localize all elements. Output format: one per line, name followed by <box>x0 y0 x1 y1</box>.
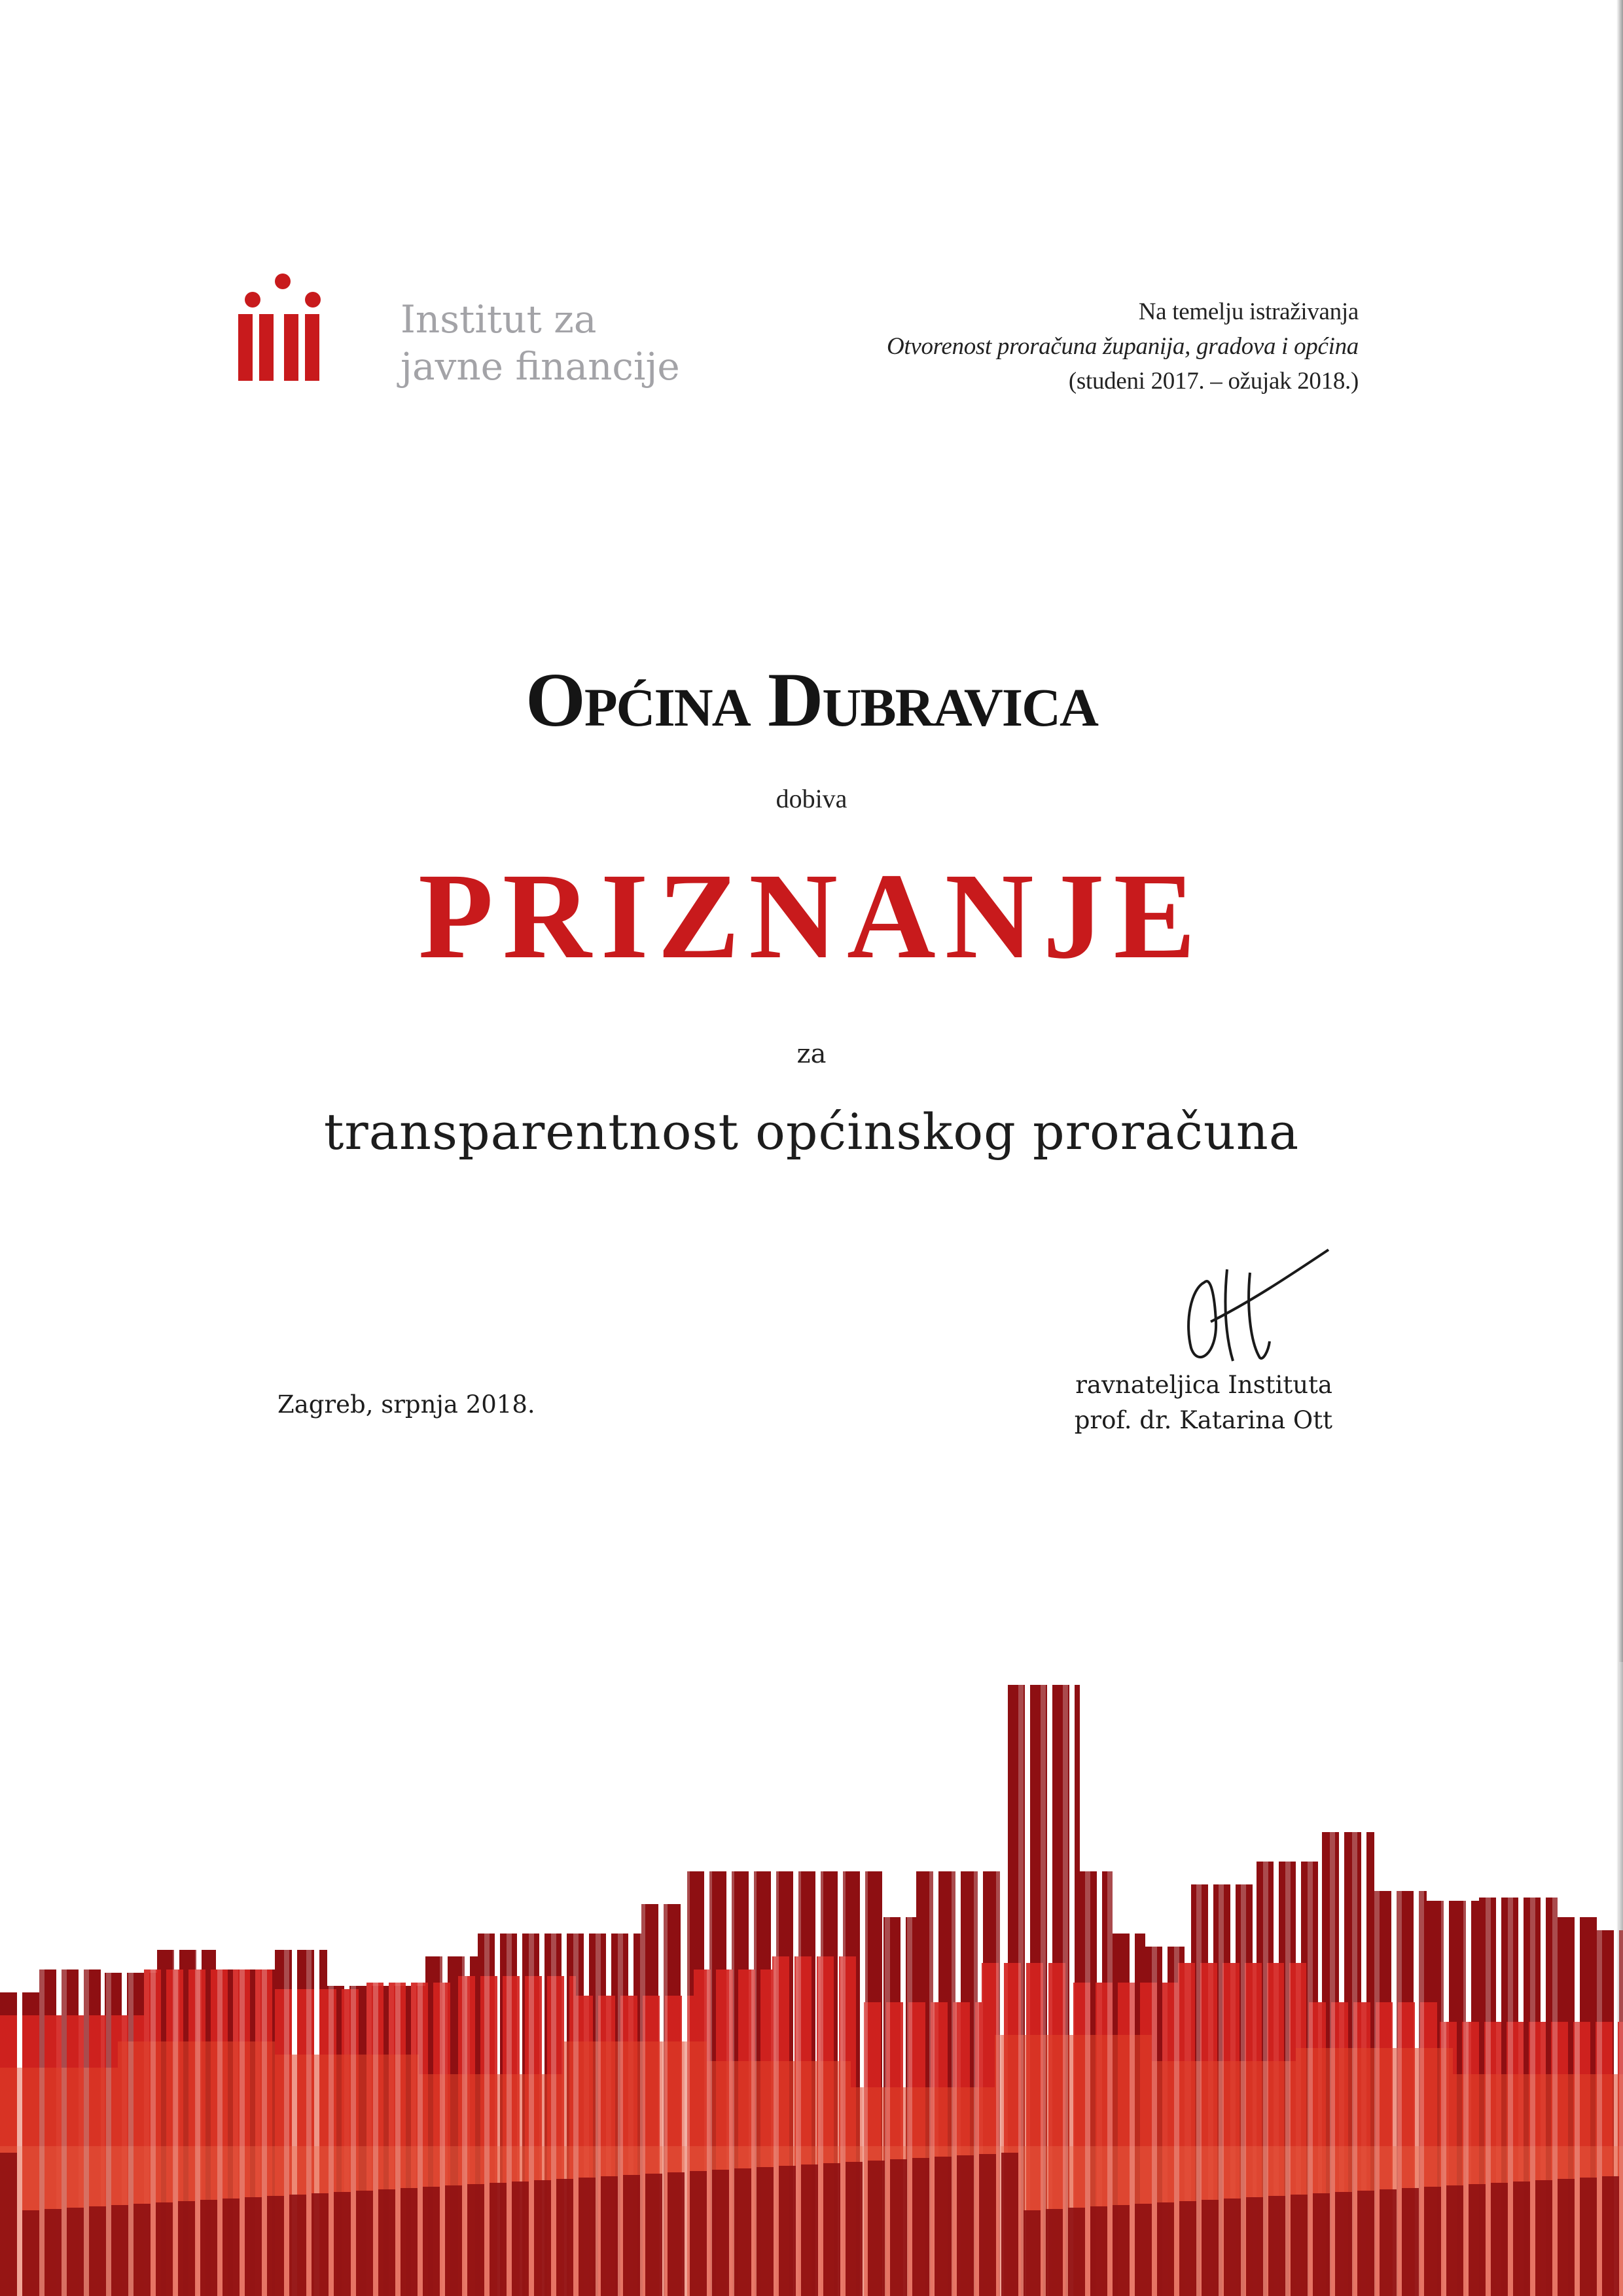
skyline-bar <box>1463 1662 1469 2296</box>
skyline-bar <box>1552 1662 1558 2296</box>
skyline-bar <box>1024 2210 1041 2296</box>
skyline-bar <box>351 1662 356 2296</box>
signer-name: prof. dr. Katarina Ott <box>1074 1406 1332 1434</box>
skyline-bar <box>1085 1662 1090 2296</box>
skyline-bar <box>106 1662 111 2296</box>
skyline-bar <box>779 2166 796 2296</box>
skyline-bar <box>668 2172 685 2296</box>
research-period: (studeni 2017. – ožujak 2018.) <box>1068 368 1359 395</box>
skyline-bar <box>445 2185 462 2296</box>
skyline-bar <box>111 2205 128 2296</box>
skyline-bar <box>1001 2153 1018 2296</box>
skyline-bar <box>84 1662 89 2296</box>
skyline-bar <box>1107 1662 1113 2296</box>
skyline-bar <box>935 2157 952 2296</box>
skyline-bar <box>885 1662 890 2296</box>
skyline-bar <box>1580 2178 1597 2296</box>
skyline-bar <box>1224 2199 1241 2296</box>
skyline-bar <box>712 2170 729 2296</box>
skyline-bar <box>378 2189 395 2296</box>
skyline-bar <box>1090 2206 1107 2296</box>
skyline-bar <box>957 2155 974 2296</box>
skyline-bar <box>1063 1662 1068 2296</box>
skyline-bar <box>846 2162 863 2296</box>
skyline-bar <box>757 2167 774 2296</box>
skyline-bar <box>356 2191 373 2296</box>
skyline-bar <box>1530 1662 1535 2296</box>
skyline-bar <box>1419 1662 1424 2296</box>
skyline-bar <box>1041 1662 1046 2296</box>
skyline-bar <box>22 2210 39 2296</box>
skyline-bar <box>306 1662 312 2296</box>
skyline-bar <box>200 2200 217 2296</box>
institute-name-line2: javne financije <box>401 344 680 389</box>
skyline-artwork <box>0 1662 1623 2296</box>
skyline-bar <box>1246 2197 1263 2296</box>
award-title: PRIZNANJE <box>418 847 1205 984</box>
receives-text: dobiva <box>776 784 847 813</box>
skyline-bar <box>623 2175 640 2296</box>
skyline-bar <box>217 1662 223 2296</box>
skyline-bar <box>1619 1662 1623 2296</box>
skyline-bar <box>796 1662 801 2296</box>
skyline-bar <box>401 2188 418 2296</box>
skyline-bar <box>1441 1662 1446 2296</box>
skyline-bar <box>507 1662 512 2296</box>
skyline-bar <box>373 1662 378 2296</box>
skyline-bar <box>0 2153 17 2296</box>
research-reference <box>887 294 1359 398</box>
skyline-bar <box>1308 1662 1313 2296</box>
skyline-bar <box>1397 1662 1402 2296</box>
skyline-bar <box>329 1662 334 2296</box>
skyline-bar <box>1486 1662 1491 2296</box>
skyline-bar <box>1018 1662 1024 2296</box>
skyline-bar <box>662 1662 668 2296</box>
skyline-bar <box>1374 1662 1380 2296</box>
skyline-bar <box>801 2164 818 2296</box>
skyline-bar <box>1268 2196 1285 2296</box>
skyline-bar <box>423 2187 440 2296</box>
skyline-bar <box>262 1662 267 2296</box>
skyline-bar <box>907 1662 912 2296</box>
skyline-bar <box>245 2197 262 2296</box>
skyline-bar <box>89 2206 106 2296</box>
skyline-bar <box>1113 2205 1130 2296</box>
skyline-bar <box>596 1662 601 2296</box>
skyline-bar <box>685 1662 690 2296</box>
skyline-bar <box>223 2199 240 2296</box>
skyline-bar <box>974 1662 979 2296</box>
skyline-bar <box>1046 2209 1063 2296</box>
skyline-bar <box>395 1662 401 2296</box>
skyline-bar <box>734 2168 751 2296</box>
skyline-bar <box>289 2195 306 2296</box>
skyline-bar <box>1597 1662 1602 2296</box>
skyline-bar <box>173 1662 178 2296</box>
skyline-bar <box>1558 2179 1575 2296</box>
skyline-bar <box>1491 2183 1508 2296</box>
signer-block <box>1075 1368 1332 1438</box>
skyline-bar <box>1513 2181 1530 2296</box>
skyline-bar <box>195 1662 200 2296</box>
skyline-bar <box>912 2158 929 2296</box>
skyline-bar <box>128 1662 134 2296</box>
skyline-bar <box>512 2181 529 2296</box>
signature-icon <box>1165 1243 1335 1368</box>
place-date: Zagreb, srpnja 2018. <box>277 1390 535 1419</box>
skyline-bar <box>1508 1662 1513 2296</box>
skyline-bar <box>440 1662 445 2296</box>
skyline-bar <box>751 1662 757 2296</box>
skyline-bar <box>534 2180 551 2296</box>
skyline-bar <box>601 2176 618 2296</box>
skyline-bar <box>418 1662 423 2296</box>
research-line1: Na temelju istraživanja <box>1138 298 1359 325</box>
skyline-bar <box>1179 2201 1196 2296</box>
skyline-bar <box>1313 2193 1330 2296</box>
skyline-bar <box>490 2183 507 2296</box>
skyline-bar <box>156 2202 173 2296</box>
skyline-bar <box>240 1662 245 2296</box>
skyline-bar <box>1291 2195 1308 2296</box>
skyline-bar <box>1135 2204 1152 2296</box>
skyline-bar <box>312 2193 329 2296</box>
skyline-bar <box>1202 2200 1219 2296</box>
skyline-bar <box>729 1662 734 2296</box>
skyline-bar <box>39 1662 45 2296</box>
research-title: Otvorenost proračuna županija, gradova i općina <box>886 333 1359 360</box>
skyline-bar <box>818 1662 823 2296</box>
signer-title: ravnateljica Instituta <box>1075 1371 1332 1399</box>
skyline-bar <box>1263 1662 1268 2296</box>
skyline-bar <box>1469 2184 1486 2296</box>
skyline-bar <box>1424 2187 1441 2296</box>
skyline-bar <box>134 2204 151 2296</box>
skyline-bar <box>1157 2202 1174 2296</box>
skyline-bar <box>1335 2192 1352 2296</box>
skyline-bar <box>1380 2189 1397 2296</box>
skyline-bar <box>690 2171 707 2296</box>
skyline-bar <box>178 2201 195 2296</box>
skyline-bar <box>640 1662 645 2296</box>
skyline-bar <box>1535 2180 1552 2296</box>
skyline-bar <box>462 1662 467 2296</box>
skyline-bar <box>1152 1662 1157 2296</box>
skyline-bar <box>1402 2188 1419 2296</box>
skyline-bar <box>573 1662 579 2296</box>
skyline-bar <box>1602 2176 1619 2296</box>
skyline-bar <box>1352 1662 1357 2296</box>
skyline-bar <box>1357 2191 1374 2296</box>
skyline-bar <box>62 1662 67 2296</box>
skyline-bar <box>1575 1662 1580 2296</box>
skyline-bar <box>863 1662 868 2296</box>
skyline-bar <box>996 1662 1001 2296</box>
skyline-bar <box>618 1662 623 2296</box>
skyline-bar <box>979 2154 996 2296</box>
skyline-bar <box>579 2178 596 2296</box>
skyline-bar <box>774 1662 779 2296</box>
skyline-bar <box>17 1662 22 2296</box>
skyline-bar <box>1130 1662 1135 2296</box>
institute-name <box>401 296 680 390</box>
recipient-name: Općina Dubravica <box>526 657 1097 743</box>
skyline-bar <box>284 1662 289 2296</box>
skyline-bar <box>67 2208 84 2296</box>
skyline-bar <box>529 1662 534 2296</box>
skyline-bar <box>1174 1662 1179 2296</box>
skyline-bar <box>1241 1662 1246 2296</box>
skyline-bar <box>551 1662 556 2296</box>
skyline-bar <box>1068 2208 1085 2296</box>
skyline-bar <box>467 2184 484 2296</box>
skyline-bar <box>823 2163 840 2296</box>
skyline-bar <box>952 1662 957 2296</box>
skyline-bar <box>484 1662 490 2296</box>
institute-name-line1: Institut za <box>401 297 597 342</box>
skyline-bar <box>45 2209 62 2296</box>
skyline-bar <box>840 1662 846 2296</box>
skyline-bar <box>1446 2185 1463 2296</box>
skyline-bar <box>151 1662 156 2296</box>
skyline-bar <box>868 2161 885 2296</box>
skyline-bar <box>1285 1662 1291 2296</box>
skyline-bar <box>267 2196 284 2296</box>
skyline-bar <box>645 2174 662 2296</box>
skyline-bar <box>890 2159 907 2296</box>
skyline-bar <box>1219 1662 1224 2296</box>
skyline-bar <box>1330 1662 1335 2296</box>
skyline-bar <box>556 2179 573 2296</box>
skyline-bar <box>334 2192 351 2296</box>
for-text: za <box>796 1039 827 1069</box>
award-reason: transparentnost općinskog proračuna <box>323 1103 1300 1161</box>
skyline-bar <box>1196 1662 1202 2296</box>
ijf-logo-icon <box>238 274 327 381</box>
skyline-bar <box>929 1662 935 2296</box>
skyline-bar <box>707 1662 712 2296</box>
